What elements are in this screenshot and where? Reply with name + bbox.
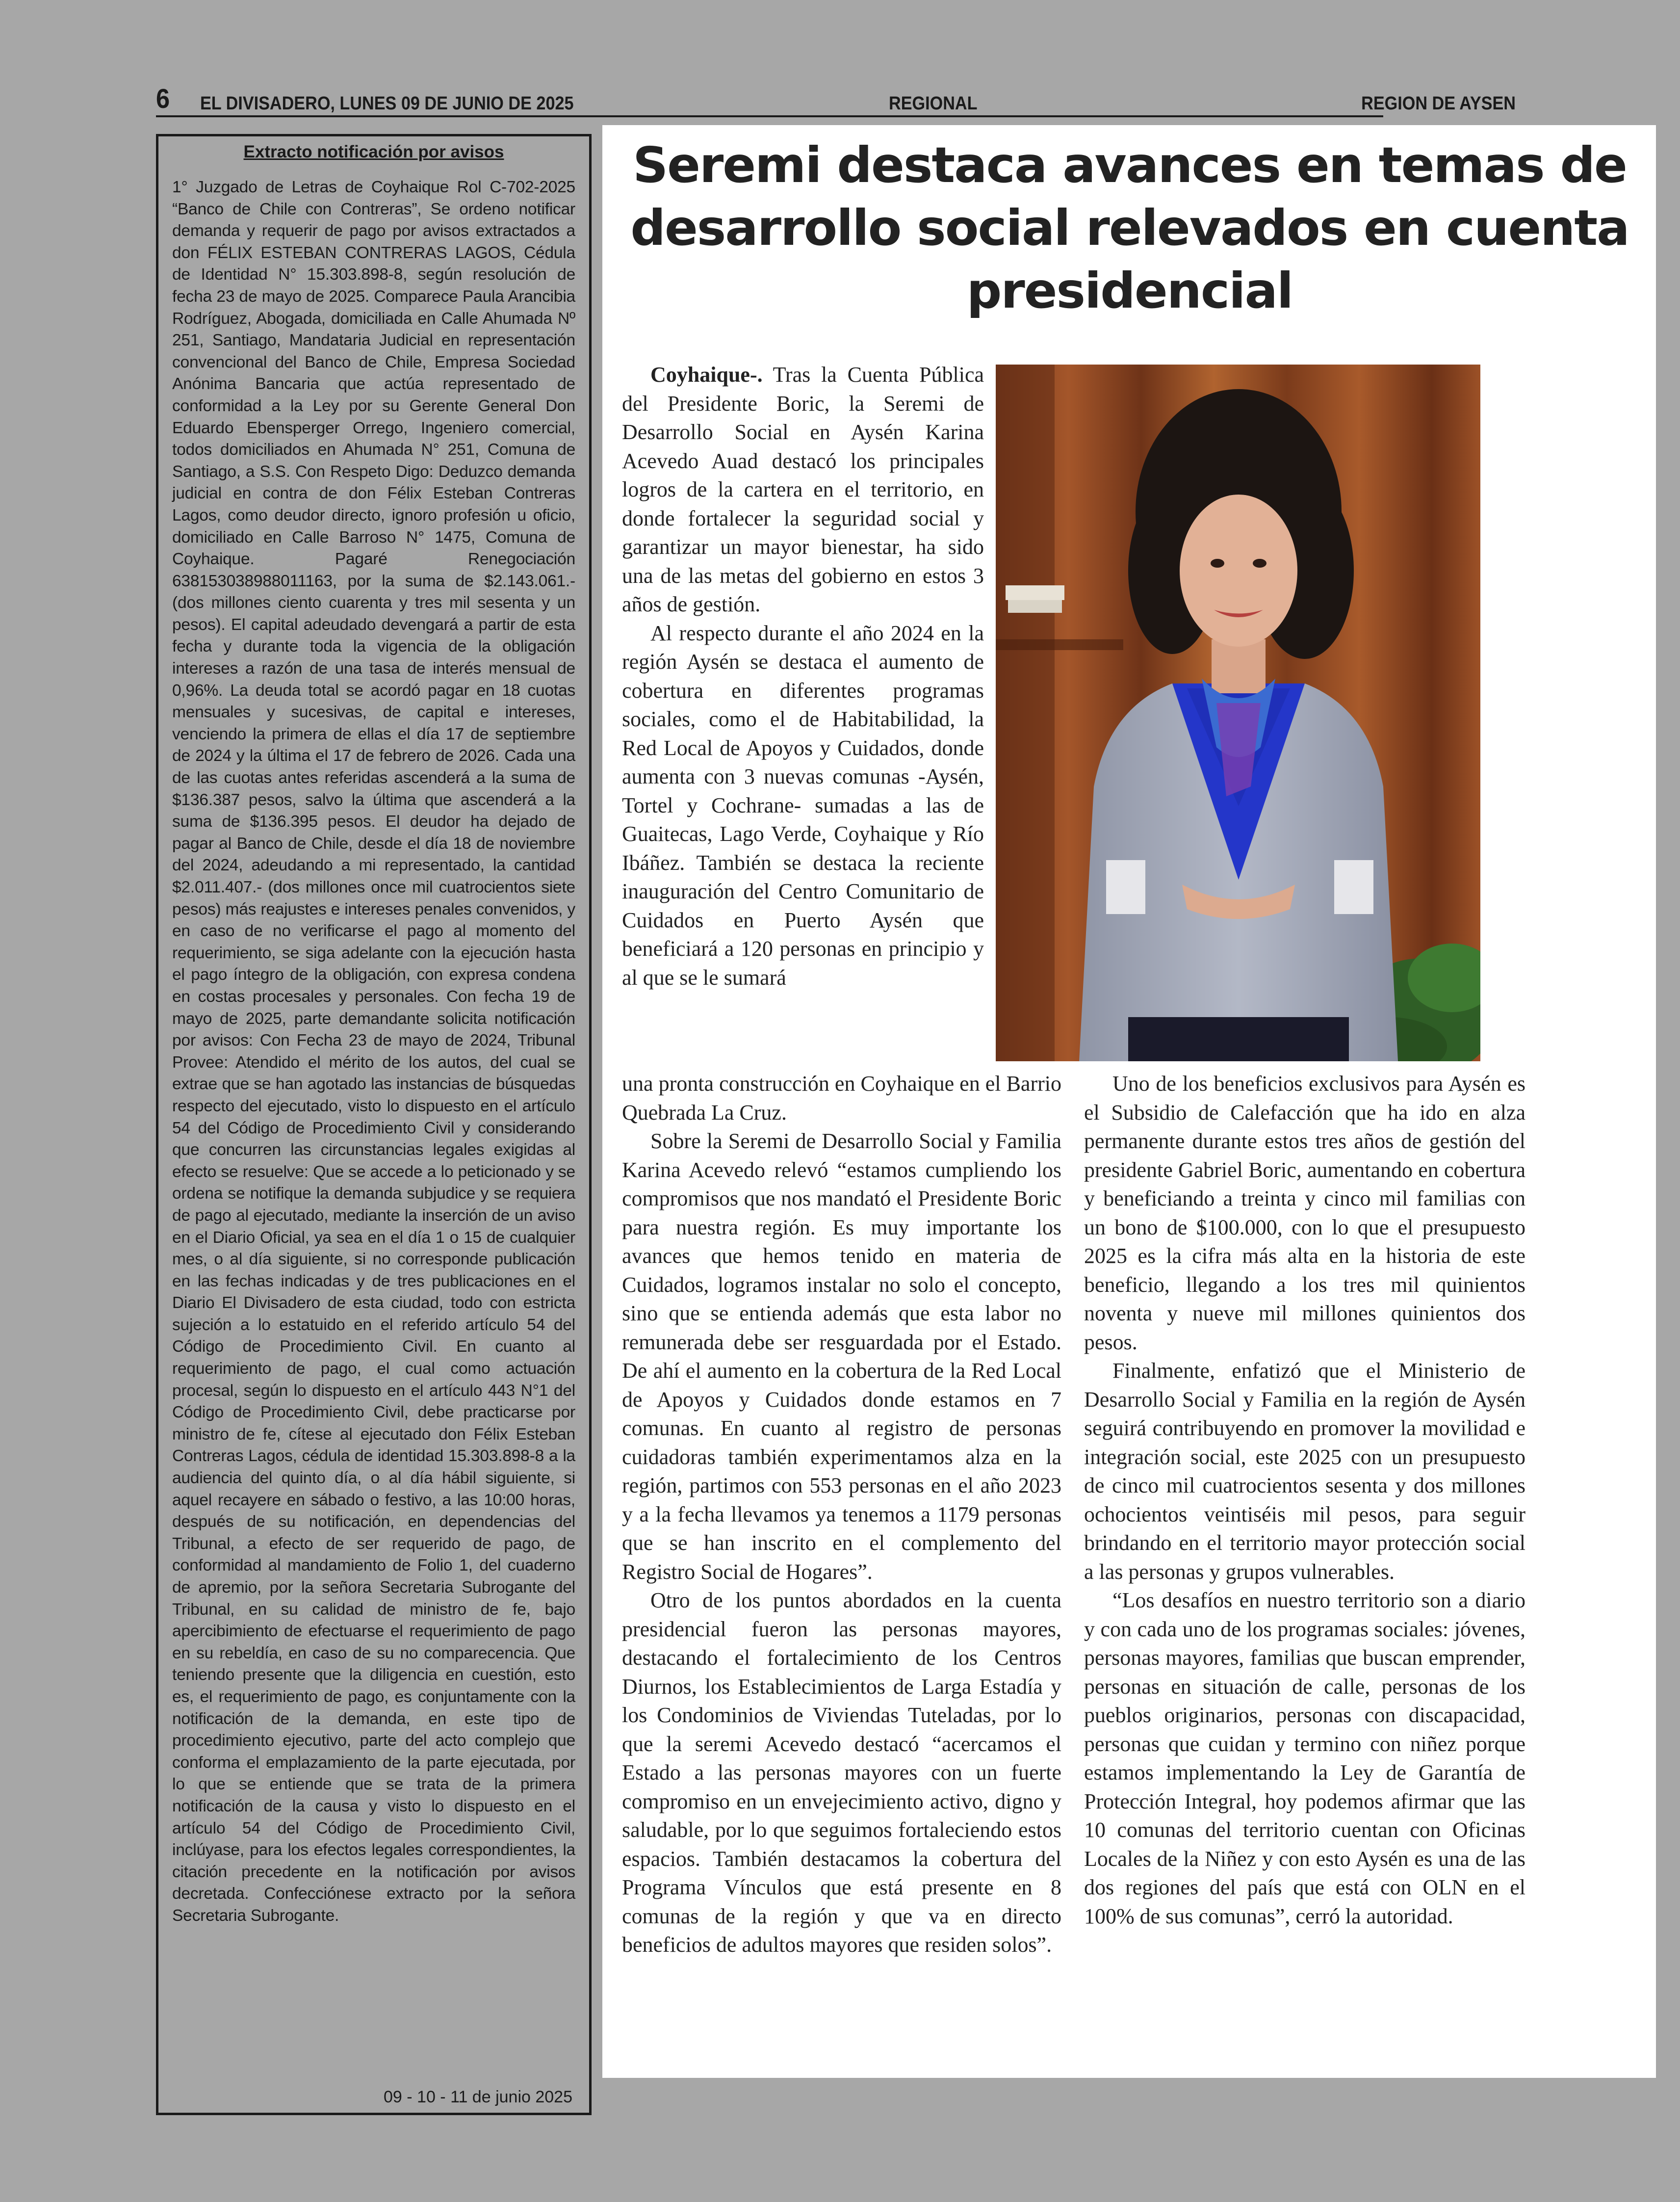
- portrait-photo-illustration: [996, 365, 1480, 1061]
- article-paragraph-1: [622, 361, 984, 619]
- article-paragraph-2a: Al respecto durante el año 2024 en la región Aysén se destaca el aumento de cobertura en diferentes programas sociales, como el de Habitabilidad, la Red Local de Apoyos y Cuidados, donde aumenta con 3 nuevas comunas -Aysén, Tortel y Cochrane- sumadas a las de Guaitecas, Lago Verde, Coyhaique y Río Ibáñez. También se destaca la reciente inauguración del Centro Comunitario de Cuidados en Puerto Aysén que beneficiará a 120 personas en principio y al que se le sumará: [622, 621, 984, 990]
- article-paragraph-5: Uno de los beneficios exclusivos para Aysén es el Subsidio de Calefacción que ha ido en alza permanente durante estos tres años de gestión del presidente Gabriel Boric, aumentando en cobertura y beneficiando a treinta y cinco mil familias con un bono de $100.000, con lo que el presupuesto 2025 es la cifra más alta en la historia de este beneficio, llegando a los tres mil quinientos noventa y nueve mil millones quinientos dos pesos.: [1084, 1072, 1525, 1354]
- article-column-1: [622, 1070, 1061, 1960]
- article-paragraph-6: Finalmente, enfatizó que el Ministerio de Desarrollo Social y Familia en la región de Aysén seguirá contribuyendo en promover la movilidad e integración social, este 2025 con un presupuesto de cinco mil cuatrocientos sesenta y dos millones ochocientos veintiséis mil pesos, para seguir brindando en el territorio mayor protección social a las personas y grupos vulnerables.: [1084, 1359, 1525, 1584]
- notice-dates: 09 - 10 - 11 de junio 2025: [384, 2088, 572, 2106]
- article-paragraph-2b: una pronta construcción en Coyhaique en el Barrio Quebrada La Cruz.: [622, 1072, 1061, 1125]
- section-name: REGIONAL: [889, 93, 978, 114]
- article-paragraph-7: “Los desafíos en nuestro territorio son a diario y con cada uno de los programas sociales: jóvenes, personas mayores, familias que buscan emprender, personas en situación de calle, personas de los pueblos originarios, personas con discapacidad, personas que cuidan y termino con niñez porque estamos implementando la Ley de Garantía de Protección Integral, hoy podemos afirmar que las 10 comunas del territorio cuentan con Oficinas Locales de la Niñez y con esto Aysén es una de las dos regiones del país que está con OLN en el 100% de sus comunas”, cerró la autoridad.: [1084, 1588, 1525, 1928]
- page-header: [156, 83, 1516, 117]
- legal-notice-box: [156, 134, 592, 2115]
- region-name: REGION DE AYSEN: [1361, 93, 1516, 114]
- notice-body: 1° Juzgado de Letras de Coyhaique Rol C-702-2025 “Banco de Chile con Contreras”, Se ordeno notificar demanda y requerir de pago por avisos extractados a don FÉLIX ESTEBAN CONTRERAS LAGOS, Cédula de Identidad N° 15.303.898-8, según resolución de fecha 23 de mayo de 2025. Comparece Paula Arancibia Rodríguez, Abogada, domiciliada en Calle Ahumada Nº 251, Santiago, Mandataria Judicial en representación convencional del Banco de Chile, Empresa Sociedad Anónima Bancaria que actúa representado de conformidad a la Ley por su Gerente General Don Eduardo Ebensperger Orrego, Ingeniero comercial, todos domiciliados en Ahumada N° 251, Comuna de Santiago, a S.S. Con Respeto Digo: Deduzco demanda judicial en contra de don Félix Esteban Contreras Lagos, como deudor directo, ignoro profesión u oficio, domiciliado en Calle Barroso N° 1475, Comuna de Coyhaique. Pagaré Renegociación 638153038988011163, por la suma de $2.143.061.- (dos millones ciento cuarenta y tres mil sesenta y un pesos). El capital adeudado devengará a partir de esta fecha y durante toda la vigencia de la obligación intereses a razón de una tasa de interés mensual de 0,96%. La deuda total se acordó pagar en 18 cuotas mensuales y sucesivas, de capital e intereses, venciendo la primera de ellas el día 17 de septiembre de 2024 y la última el 17 de febrero de 2026. Cada una de las cuotas antes referidas ascenderá a la suma de $136.387 pesos, salvo la última que ascenderá a la suma de $136.395 pesos. El deudor ha dejado de pagar al Banco de Chile, desde el día 18 de noviembre del 2024, adeudando a mi representado, la cantidad $2.011.407.- (dos millones once mil cuatrocientos siete pesos) más reajustes e intereses penales convenidos, y en caso de no verificarse el pago al momento del requerimiento, se siga adelante con la ejecución hasta el pago íntegro de la obligación, con expresa condena en costas procesales y personales. Con fecha 19 de mayo de 2025, parte demandante solicita notificación por avisos: Con Fecha 23 de mayo de 2024, Tribunal Provee: Atendido el mérito de los autos, del cual se extrae que se han agotado las instancias de búsquedas respecto del ejecutado, visto lo dispuesto en el artículo 54 del Código de Procedimiento Civil y considerando que concurren las circunstancias legales exigidas al efecto se resuelve: Que se accede a lo peticionado y se ordena se notifique la demanda subjudice y se requiera de pago al ejecutado, mediante la inserción de un aviso en el Diario Oficial, ya sea en el día 1 o 15 de cualquier mes, o al día siguiente, si no corresponde publicación en las fechas indicadas y de tres publicaciones en el Diario El Divisadero de esta ciudad, todo con estricta sujeción a lo estatuido en el referido artículo 54 del Código de Procedimiento Civil. En cuanto al requerimiento de pago, el cual como actuación procesal, según lo dispuesto en el artículo 443 N°1 del Código de Procedimiento Civil, debe practicarse por ministro de fe, cítese al ejecutado don Félix Esteban Contreras Lagos, cédula de identidad 15.303.898-8 a la audiencia del quinto día, o al día hábil siguiente, si aquel recayere en sábado o festivo, a las 10:00 horas, después de su notificación, en dependencias del Tribunal, a efecto de ser requerido de pago, de conformidad al mandamiento de Folio 1, del cuaderno de apremio, por la señora Secretaria Subrogante del Tribunal, en su calidad de ministro de fe, bajo apercibimiento de efectuarse el requerimiento de pago en su rebeldía, en caso de su no comparecencia. Que teniendo presente que la diligencia en cuestión, esto es, el requerimiento de pago, es conjuntamente con la notificación de la demanda, en este tipo de procedimiento ejecutivo, parte del acto complejo que conforma el emplazamiento de la parte ejecutada, por lo que se entiende que se trata de la primera notificación de la causa y visto lo dispuesto en el artículo 54 del Código de Procedimiento Civil, inclúyase, para los efectos legales correspondientes, la citación precedente en la notificación por avisos decretada. Confecciónese extracto por la señora Secretaria Subrogante.: [172, 178, 575, 1925]
- article-panel: [602, 125, 1656, 2078]
- article-paragraph-3: Sobre la Seremi de Desarrollo Social y Familia Karina Acevedo relevó “estamos cumpliendo los compromisos que nos mandató el Presidente Boric para nuestra región. Es muy importante los avances que hemos tenido en materia de Cuidados, logramos instalar no solo el concepto, sino que se entienda además que esta labor no remunerada debe ser resguardada por el Estado. De ahí el aumento en la cobertura de la Red Local de Apoyos y Cuidados donde estamos en 7 comunas. En cuanto al registro de personas cuidadoras también experimentamos alza en la región, partimos con 553 personas en el año 2023 y a la fecha llevamos ya tenemos a 1179 personas que se han inscrito en el complemento del Registro Social de Hogares”.: [622, 1129, 1061, 1584]
- article-column-2: [1084, 1070, 1525, 1931]
- publication-dateline: EL DIVISADERO, LUNES 09 DE JUNIO DE 2025: [200, 93, 574, 114]
- article-dateline: Coyhaique-.: [650, 363, 763, 387]
- page-number: 6: [156, 83, 170, 114]
- notice-title: Extracto notificación por avisos: [243, 142, 504, 161]
- article-headline: Seremi destaca avances en temas de desarrollo social relevados en cuenta presidencial: [630, 136, 1629, 319]
- article-photo: [996, 365, 1480, 1061]
- article-paragraph-4: Otro de los puntos abordados en la cuenta presidencial fueron las personas mayores, destacando el fortalecimiento de los Centros Diurnos, los Establecimientos de Larga Estadía y los Condominios de Viviendas Tuteladas, por lo que la seremi Acevedo destacó “acercamos el Estado a las personas mayores con un fuerte compromiso en un envejecimiento activo, digno y saludable, por lo que seguimos fortaleciendo estos espacios. También destacamos la cobertura del Programa Vínculos que está presente en 8 comunas de la región y que va en directo beneficios de adultos mayores que residen solos”.: [622, 1588, 1061, 1957]
- article-paragraph-1-text: Tras la Cuenta Pública del Presidente Boric, la Seremi de Desarrollo Social en Aysén Karina Acevedo Auad destacó los principales logros de la cartera en el territorio, en donde fortalecer la seguridad social y garantizar un mayor bienestar, ha sido una de las metas del gobierno en estos 3 años de gestión.: [622, 363, 984, 616]
- article-column-1-top: [622, 361, 984, 992]
